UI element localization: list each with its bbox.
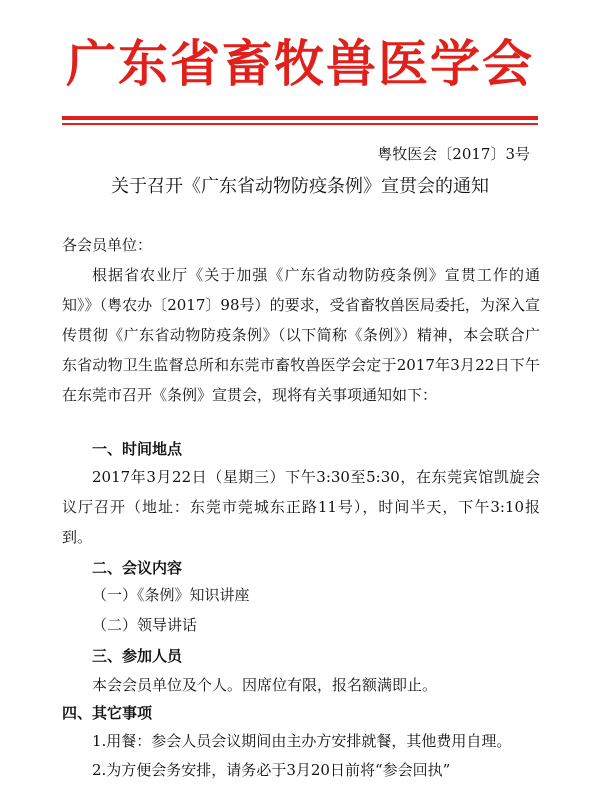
list-item: 2.为方便会务安排，请务必于3月20日前将“参会回执” xyxy=(92,761,451,779)
section-heading-other: 四、其它事项 xyxy=(62,704,153,722)
document-title: 关于召开《广东省动物防疫条例》宣贯会的通知 xyxy=(111,176,489,197)
header-rule-thin xyxy=(62,123,538,125)
section-text-attendees: 本会会员单位及个人。因席位有限，报名额满即止。 xyxy=(92,676,438,694)
list-item: （一）《条例》知识讲座 xyxy=(92,586,250,604)
intro-paragraph: 根据省农业厅《关于加强《广东省动物防疫条例》宣贯工作的通知》》（粤农办〔2017〕98号）的要求，受省畜牧兽医局委托，为深入宣传贯彻《广东省动物防疫条例》（以下简称《条例》）精神，本会联合广东省动物卫生监督总所和东莞市畜牧兽医学会定于2017年3月22日下午在东莞市召开《条例》宣贯会，现将有关事项通知如下： xyxy=(62,266,540,404)
salutation: 各会员单位： xyxy=(62,236,153,254)
section-heading-attendees: 三、参加人员 xyxy=(92,647,183,665)
section-heading-content: 二、会议内容 xyxy=(92,559,183,577)
section-text-time-place: 2017年3月22日（星期三）下午3:30至5:30，在东莞宾馆凯旋会议厅召开（地址：东莞市莞城东正路11号），时间半天，下午3:10报到。 xyxy=(62,468,540,546)
header-rule-thick xyxy=(62,116,538,120)
document-number: 粤牧医会〔2017〕3号 xyxy=(377,145,530,163)
list-item: （二）领导讲话 xyxy=(92,616,198,634)
org-title: 广东省畜牧兽医学会 xyxy=(66,35,534,93)
list-item: 1.用餐：参会人员会议期间由主办方安排就餐，其他费用自理。 xyxy=(92,732,512,750)
section-heading-time-place: 一、时间地点 xyxy=(92,440,183,458)
